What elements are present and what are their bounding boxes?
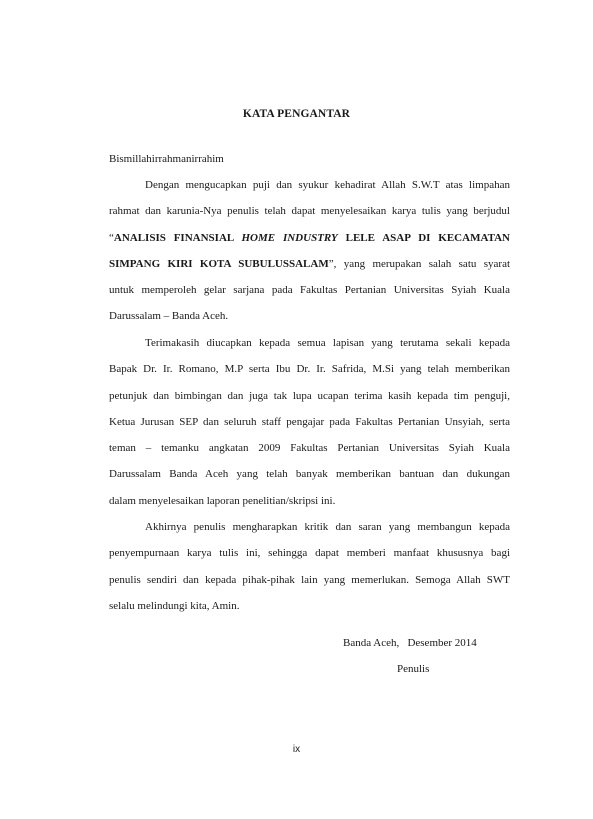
paragraph-introduction: [109, 172, 510, 330]
salutation: Bismillahirrahmanirrahim: [109, 153, 224, 165]
thesis-title-italic: HOME INDUSTRY: [241, 231, 338, 244]
paragraph-text: ”, yang merupakan salah satu syarat: [328, 257, 510, 270]
paragraph-acknowledgement: [109, 330, 510, 514]
paragraph-line-thesis-title-end: [109, 251, 510, 277]
paragraph-line: petunjuk dan bimbingan dan juga tak lupa ucapan terima kasih kepada tim penguji,: [109, 389, 510, 402]
paragraph-line: rahmat dan karunia-Nya penulis telah dapat menyelesaikan karya tulis yang berjudul: [109, 205, 510, 218]
page-number: ix: [292, 744, 301, 755]
paragraph-line: Bapak Dr. Ir. Romano, M.P serta Ibu Dr. Ir. Safrida, M.Si yang telah memberikan: [109, 363, 510, 376]
paragraph-line: penyempurnaan karya tulis ini, sehingga dapat memberi manfaat khususnya bagi: [109, 547, 510, 560]
signature-author: Penulis: [397, 663, 430, 675]
paragraph-line: untuk memperoleh gelar sarjana pada Fakultas Pertanian Universitas Syiah Kuala: [109, 284, 510, 297]
paragraph-line: Akhirnya penulis mengharapkan kritik dan saran yang membangun kepada: [145, 521, 510, 533]
paragraph-closing: [109, 514, 510, 619]
paragraph-line: dalam menyelesaikan laporan penelitian/skripsi ini.: [109, 494, 336, 507]
open-quote: “: [109, 231, 114, 244]
paragraph-line: teman – temanku angkatan 2009 Fakultas Pertanian Universitas Syiah Kuala: [109, 442, 510, 455]
paragraph-line: Ketua Jurusan SEP dan seluruh staff pengajar pada Fakultas Pertanian Unsyiah, serta: [109, 415, 510, 428]
paragraph-line: Darussalam Banda Aceh yang telah banyak memberikan bantuan dan dukungan: [109, 468, 510, 481]
paragraph-line: Terimakasih diucapkan kepada semua lapisan yang terutama sekali kepada: [145, 337, 510, 349]
thesis-title-part: LELE ASAP DI KECAMATAN: [337, 231, 510, 244]
signature-place-date: Banda Aceh, Desember 2014: [343, 637, 477, 649]
paragraph-line-thesis-title: [109, 225, 510, 251]
paragraph-line: Dengan mengucapkan puji dan syukur kehadirat Allah S.W.T atas limpahan: [145, 179, 510, 191]
paragraph-line: selalu melindungi kita, Amin.: [109, 599, 240, 612]
page-title: KATA PENGANTAR: [242, 108, 351, 120]
thesis-title-part: SIMPANG KIRI KOTA SUBULUSSALAM: [109, 257, 329, 270]
thesis-title-part: ANALISIS FINANSIAL: [113, 231, 242, 244]
paragraph-line: penulis sendiri dan kepada pihak-pihak lain yang memerlukan. Semoga Allah SWT: [109, 573, 510, 586]
paragraph-line: Darussalam – Banda Aceh.: [109, 310, 229, 323]
